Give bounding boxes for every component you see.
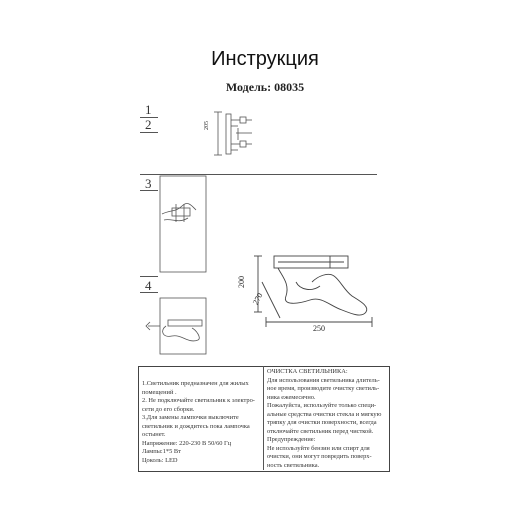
note-line: Пожалуйста, используйте только специ- (267, 402, 377, 409)
cleaning-heading: ОЧИСТКА СВЕТИЛЬНИКА: (267, 368, 348, 375)
note-line: помещений . (142, 388, 177, 396)
note-line: остынет. (142, 431, 166, 438)
warning-heading: Предупреждение: (267, 436, 316, 443)
note-line: светильник и дождитесь пока лампочка (142, 422, 250, 430)
step-3-number: 3 (145, 176, 152, 191)
note-line: отключайте светильник перед чисткой. (267, 427, 374, 435)
table-divider (263, 366, 264, 470)
note-line: ника ежемесячно. (267, 393, 316, 401)
model-number: Модель: 08035 (225, 80, 305, 94)
note-line: 3.Для замены лампочки выключите (142, 414, 239, 421)
lamp-installed-drawing (146, 298, 206, 354)
note-line: ность светильника. (267, 461, 320, 469)
page-title: Инструкция (211, 48, 319, 70)
usage-notes (142, 380, 255, 465)
note-line: Напряжение: 220-230 В 50/60 Гц (142, 439, 232, 447)
note-line: очистки, они могут повредить поверх- (267, 453, 372, 460)
note-line: Цоколь: LED (142, 456, 178, 464)
note-line: Для использования светильника длитель- (267, 376, 380, 384)
note-line: Не используйте бензин или спирт для (267, 444, 370, 452)
step-4-number: 4 (145, 278, 152, 293)
mount-height-label: 205 (204, 121, 210, 130)
note-line: тряпку для очистки поверхности, всегда (267, 419, 377, 426)
cleaning-notes (267, 368, 381, 470)
note-line: альные средства очистки стекла и мягкую (267, 410, 382, 418)
width-label: 250 (313, 324, 325, 333)
note-line: ное время, производите очистку светиль- (267, 385, 380, 392)
lamp-dimension-drawing (254, 256, 372, 327)
height-label: 200 (237, 276, 246, 288)
mounting-bracket-drawing (214, 112, 252, 155)
step-2-number: 2 (145, 117, 152, 132)
note-line: 2. Не подключайте светильник к электро- (142, 397, 255, 404)
wall-panel-drawing (160, 176, 206, 272)
note-line: 1.Светильник предназначен для жилых (142, 380, 249, 387)
step-1-number: 1 (145, 102, 152, 117)
note-line: Лампы:1*5 Вт (142, 448, 181, 455)
depth-label: 270 (251, 291, 265, 307)
note-line: сети до его сборки. (142, 405, 195, 413)
